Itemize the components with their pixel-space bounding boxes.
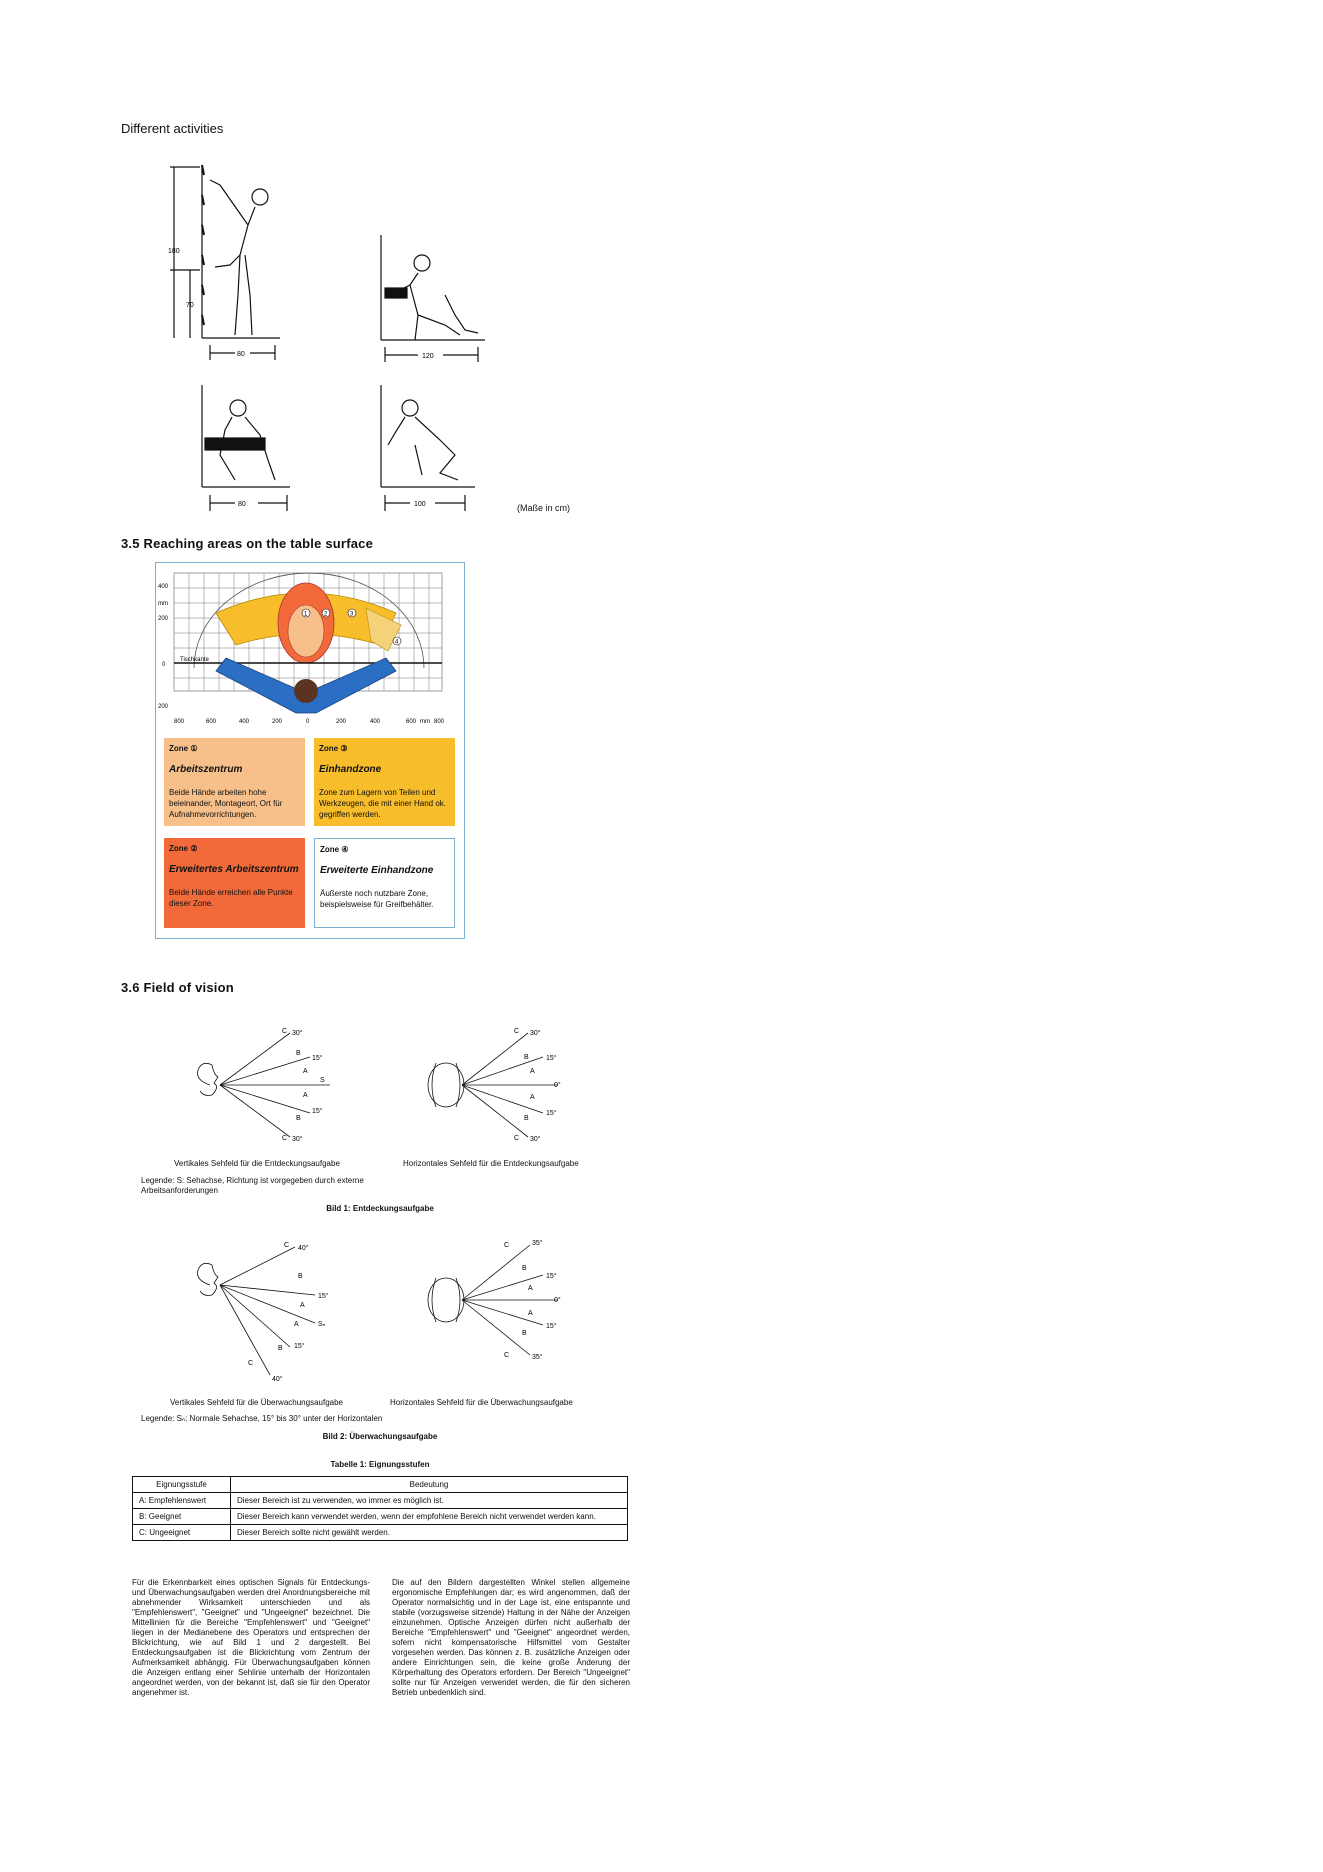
svg-text:C: C (282, 1135, 288, 1142)
table1-header-0: Eignungsstufe (133, 1477, 231, 1493)
svg-text:A: A (303, 1068, 308, 1075)
svg-text:15°: 15° (294, 1343, 305, 1350)
svg-text:A: A (528, 1285, 533, 1292)
zone-card-1 (164, 738, 305, 826)
svg-text:B: B (298, 1273, 303, 1280)
fig2-bild-caption: Bild 2: Überwachungsaufgabe (322, 1432, 438, 1441)
svg-text:A: A (294, 1321, 299, 1328)
paragraph-right: Die auf den Bildern dargestellten Winkel stellen allgemeine ergonomische Empfehlungen dar; es wird angenommen, daß der Operator normalsichtig und in der Lage ist, eine entspannte und stabile (vorzugsweise sitzende) Haltung in der Nähe der Anzeigen einzunehmen. Optische Anzeigen dürfen nicht außerhalb der Bereiche "Empfehlenswert" und "Geeignet" angeordnet werden, sofern nicht kompensatorische Hilfsmittel vom Gestalter vorgesehen werden. Das können z. B. zusätzliche Anzeigen oder andere Einrichtungen sein, die keine große Änderung der Körperhaltung des Operators erfordern. Der Bereich "Ungeeignet" sollte nur für Anzeigen verwendet werden, die für den sicheren Betrieb unbedenklich sind. (392, 1578, 630, 1697)
svg-text:B: B (296, 1050, 301, 1057)
zone-card-1-tag: Zone ① (169, 744, 198, 753)
svg-text:0°: 0° (554, 1297, 561, 1304)
svg-text:B: B (524, 1115, 529, 1122)
y-tick-neg200: 200 (158, 704, 169, 710)
y-tick-0: 0 (162, 662, 166, 668)
svg-text:35°: 35° (532, 1354, 543, 1361)
svg-text:15°: 15° (312, 1108, 323, 1115)
dim-120: 120 (422, 353, 434, 360)
table1-cell: C: Ungeeignet (133, 1525, 231, 1541)
svg-text:30°: 30° (530, 1030, 541, 1037)
activities-title: Different activities (121, 121, 224, 136)
fig2-horizontal (418, 1235, 598, 1365)
fig1-bild-caption: Bild 1: Entdeckungsaufgabe (326, 1204, 434, 1213)
svg-text:30°: 30° (292, 1030, 303, 1037)
svg-text:A: A (528, 1310, 533, 1317)
dim-80b: 80 (238, 501, 246, 508)
zone-card-2-tag: Zone ② (169, 844, 198, 853)
svg-text:B: B (296, 1115, 301, 1122)
zone-card-4-desc: Äußerste noch nutzbare Zone, beispielsweise für Greifbehälter. (320, 889, 434, 909)
zone-card-4-tag: Zone ④ (320, 845, 349, 854)
svg-text:B: B (524, 1054, 529, 1061)
zone-card-3-tag: Zone ③ (319, 744, 348, 753)
zone-marker-4: 4 (395, 639, 399, 646)
dim-180: 180 (168, 248, 180, 255)
svg-text:30°: 30° (292, 1136, 303, 1143)
fig1-horizontal-caption: Horizontales Sehfeld für die Entdeckungsaufgabe (403, 1159, 579, 1168)
x-tick-2: 400 (239, 719, 250, 725)
fig2-horizontal-caption: Horizontales Sehfeld für die Überwachungsaufgabe (390, 1398, 573, 1407)
table1-title: Tabelle 1: Eignungsstufen (330, 1460, 430, 1469)
svg-text:A: A (530, 1094, 535, 1101)
svg-text:B: B (278, 1345, 283, 1352)
person-head (294, 679, 318, 703)
svg-text:C: C (504, 1242, 510, 1249)
zone-card-2-desc: Beide Hände erreichen alle Punkte dieser Zone. (169, 888, 293, 908)
table1-cell: A: Empfehlenswert (133, 1493, 231, 1509)
svg-text:C: C (284, 1242, 290, 1249)
table1-cell: B: Geeignet (133, 1509, 231, 1525)
fig2-vertical-caption: Vertikales Sehfeld für die Überwachungsaufgabe (170, 1398, 343, 1407)
table1-cell: Dieser Bereich kann verwendet werden, wenn der empfohlene Bereich nicht verwendet werden kann. (231, 1509, 628, 1525)
zone-card-3-desc: Zone zum Lagern von Teilen und Werkzeugen, die mit einer Hand ok. gegriffen werden. (319, 788, 447, 819)
reach-chart (155, 562, 465, 939)
y-tick-200: 200 (158, 616, 169, 622)
vision-title: 3.6 Field of vision (121, 980, 234, 995)
reach-plot (156, 563, 464, 728)
table-edge-label: Tischkante (180, 657, 209, 663)
x-tick-7: 600 (406, 719, 417, 725)
table1 (132, 1476, 628, 1541)
table-row (133, 1509, 628, 1525)
svg-text:S: S (320, 1077, 325, 1084)
svg-text:B: B (522, 1265, 527, 1272)
svg-text:C: C (514, 1135, 520, 1142)
svg-text:C: C (248, 1360, 254, 1367)
y-tick-400: 400 (158, 584, 169, 590)
zone-marker-1: 1 (304, 611, 308, 618)
zone-card-1-desc: Beide Hände arbeiten hohe beieinander, Montageort, Ort für Aufnahmevorrichtungen. (169, 788, 283, 819)
svg-text:15°: 15° (546, 1110, 557, 1117)
fig1-vertical-caption: Vertikales Sehfeld für die Entdeckungsaufgabe (174, 1159, 340, 1168)
zone-marker-2: 2 (324, 611, 328, 618)
svg-text:C: C (504, 1352, 510, 1359)
svg-text:A: A (530, 1068, 535, 1075)
zone-card-2-name: Erweitertes Arbeitszentrum (169, 864, 299, 875)
svg-text:15°: 15° (546, 1323, 557, 1330)
table-row (133, 1525, 628, 1541)
svg-text:A: A (303, 1092, 308, 1099)
fig2-vertical (190, 1235, 370, 1385)
svg-text:15°: 15° (546, 1273, 557, 1280)
svg-text:15°: 15° (318, 1293, 329, 1300)
zone-card-2 (164, 838, 305, 928)
svg-text:15°: 15° (546, 1055, 557, 1062)
table-row (133, 1493, 628, 1509)
x-tick-8: mm (420, 719, 430, 725)
fig1-vertical (190, 1025, 370, 1150)
svg-text:B: B (522, 1330, 527, 1337)
dim-70: 70 (186, 302, 194, 309)
svg-text:40°: 40° (298, 1245, 309, 1252)
svg-text:0°: 0° (554, 1082, 561, 1089)
table1-cell: Dieser Bereich sollte nicht gewählt werden. (231, 1525, 628, 1541)
table1-header-row (133, 1477, 628, 1493)
zone-card-1-name: Arbeitszentrum (169, 764, 243, 775)
svg-text:C: C (514, 1028, 520, 1035)
table1-cell: Dieser Bereich ist zu verwenden, wo immer es möglich ist. (231, 1493, 628, 1509)
zone-card-4-name: Erweiterte Einhandzone (320, 865, 434, 876)
x-tick-4: 0 (306, 719, 310, 725)
x-tick-5: 200 (336, 719, 347, 725)
svg-text:Sₙ: Sₙ (318, 1321, 326, 1328)
zone-card-4 (314, 838, 455, 928)
zone-card-3 (314, 738, 455, 826)
x-tick-1: 600 (206, 719, 217, 725)
fig1-horizontal (418, 1025, 598, 1150)
table1-header-1: Bedeutung (231, 1477, 628, 1493)
units-note: (Maße in cm) (517, 503, 571, 513)
paragraph-left: Für die Erkennbarkeit eines optischen Signals für Entdeckungs- und Überwachungsaufgaben werden drei Anordnungsbereiche mit abnehmender Wirksamkeit unterschieden und als "Empfehlenswert", "Geeignet" und "Ungeeignet" bezeichnet. Die Mittellinien für die Bereiche "Empfehlenswert" und "Geeignet" liegen in der Medianebene des Operators und entsprechen der Blickrichtung, wie auf Bild 1 und 2 dargestellt. Bei Entdeckungsaufgaben ist die Blickrichtung vom Zentrum der Aufmerksamkeit abhängig. Für Überwachungsaufgaben können die Anzeigen entlang einer Sehlinie unterhalb der Horizontalen angeordnet werden, von der bekannt ist, daß sie für den Operator angenehmer ist. (132, 1578, 370, 1697)
svg-text:35°: 35° (532, 1240, 543, 1247)
x-tick-0: 800 (174, 719, 185, 725)
x-tick-6: 400 (370, 719, 381, 725)
svg-text:A: A (300, 1302, 305, 1309)
x-tick-9: 800 (434, 719, 445, 725)
zone-marker-3: 3 (350, 611, 354, 618)
dim-80a: 80 (237, 351, 245, 358)
activities-figure (160, 155, 590, 520)
y-tick-mm: mm (158, 601, 168, 607)
reach-title: 3.5 Reaching areas on the table surface (121, 536, 374, 551)
zone-card-3-name: Einhandzone (319, 764, 382, 775)
fig2-legend: Legende: Sₙ: Normale Sehachse, 15° bis 30° unter der Horizontalen (141, 1414, 383, 1423)
svg-text:30°: 30° (530, 1136, 541, 1143)
svg-text:40°: 40° (272, 1376, 283, 1383)
dim-100: 100 (414, 501, 426, 508)
x-tick-3: 200 (272, 719, 283, 725)
svg-text:C: C (282, 1028, 288, 1035)
fig1-legend: Legende: S: Sehachse, Richtung ist vorgegeben durch externe Arbeitsanforderungen (141, 1176, 364, 1195)
svg-text:15°: 15° (312, 1055, 323, 1062)
